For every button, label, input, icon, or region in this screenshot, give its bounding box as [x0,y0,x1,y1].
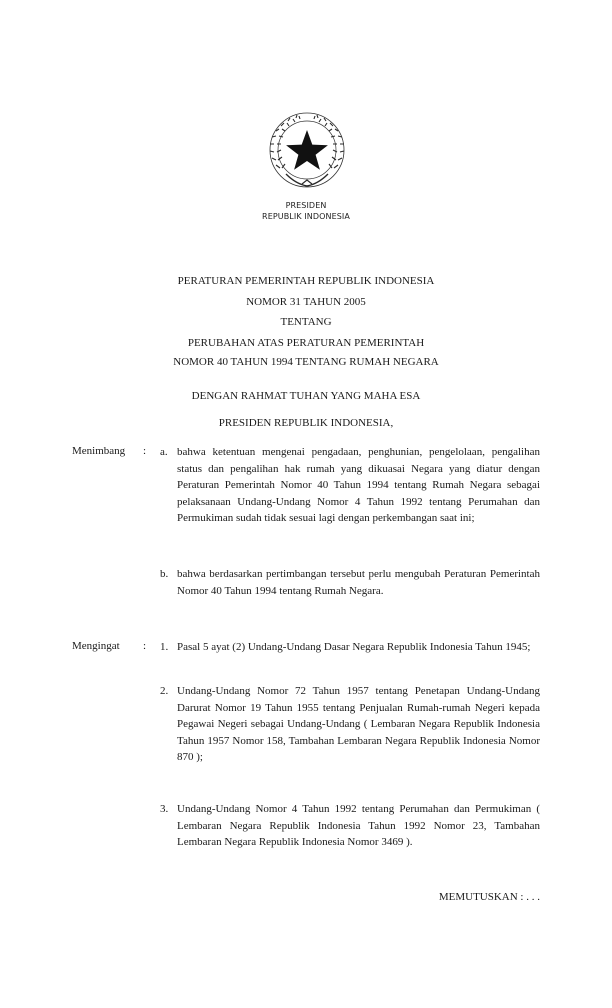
item-text: Pasal 5 ayat (2) Undang-Undang Dasar Negara Republik Indonesia Tahun 1945; [177,641,531,653]
mengingat-item-3 [160,801,540,851]
item-marker: a. [160,446,168,458]
menimbang-colon: : [143,445,147,457]
item-marker: 1. [160,641,169,653]
mengingat-item-1 [160,639,540,656]
item-marker: 2. [160,685,169,697]
menimbang-label: Menimbang [72,445,126,457]
preamble-invocation: DENGAN RAHMAT TUHAN YANG MAHA ESA [191,390,421,402]
regulation-title: PERATURAN PEMERINTAH REPUBLIK INDONESIA [177,275,435,287]
item-text: Undang-Undang Nomor 72 Tahun 1957 tentang Penetapan Undang-Undang Darurat Nomor 19 Tahun 1955 tentang Penjualan Rumah-rumah Negeri kepada Pegawai Negeri sebagai Undang-Undang ( Lembaran Negara Republik Indonesia Tahun 1957 Nomor 158, Tambahan Lembaran Negara Republik Indonesia Nomor 870 ); [177,685,540,764]
office-title-line1: PRESIDEN [285,201,327,210]
mengingat-label: Mengingat [72,640,120,652]
mengingat-colon: : [143,640,147,652]
preamble-president: PRESIDEN REPUBLIK INDONESIA, [218,417,394,429]
mengingat-item-2 [160,683,540,766]
presidential-emblem-icon [266,110,348,190]
item-marker: b. [160,568,169,580]
star-icon [286,130,328,170]
regulation-subject-line2: NOMOR 40 TAHUN 1994 TENTANG RUMAH NEGARA [173,356,439,368]
regulation-subject-line1: PERUBAHAN ATAS PERATURAN PEMERINTAH [187,337,425,349]
regulation-number: NOMOR 31 TAHUN 2005 [246,296,366,308]
item-text: bahwa ketentuan mengenai pengadaan, penghunian, pengelolaan, pengalihan status dan pengalihan hak rumah yang dikuasai Negara yang diatur dengan Peraturan Pemerintah Nomor 40 Tahun 1994 tentang Rumah Negara sebagai pelaksanaan Undang-Undang Nomor 4 Tahun 1992 tentang Perumahan dan Permukiman sudah tidak sesuai lagi dengan perkembangan saat ini; [177,446,540,525]
item-marker: 3. [160,803,169,815]
regulation-tentang: TENTANG [280,316,332,328]
item-text: bahwa berdasarkan pertimbangan tersebut perlu mengubah Peraturan Pemerintah Nomor 40 Tahun 1994 tentang Rumah Negara. [177,568,540,597]
item-text: Undang-Undang Nomor 4 Tahun 1992 tentang Perumahan dan Permukiman ( Lembaran Negara Republik Indonesia Tahun 1992 Nomor 23, Tambahan Lembaran Negara Republik Indonesia Nomor 3469 ). [177,803,540,849]
office-title-line2: REPUBLIK INDONESIA [262,212,350,221]
continuation-marker: MEMUTUSKAN : . . . [438,891,540,903]
menimbang-item-b [160,566,540,599]
menimbang-item-a [160,444,540,527]
